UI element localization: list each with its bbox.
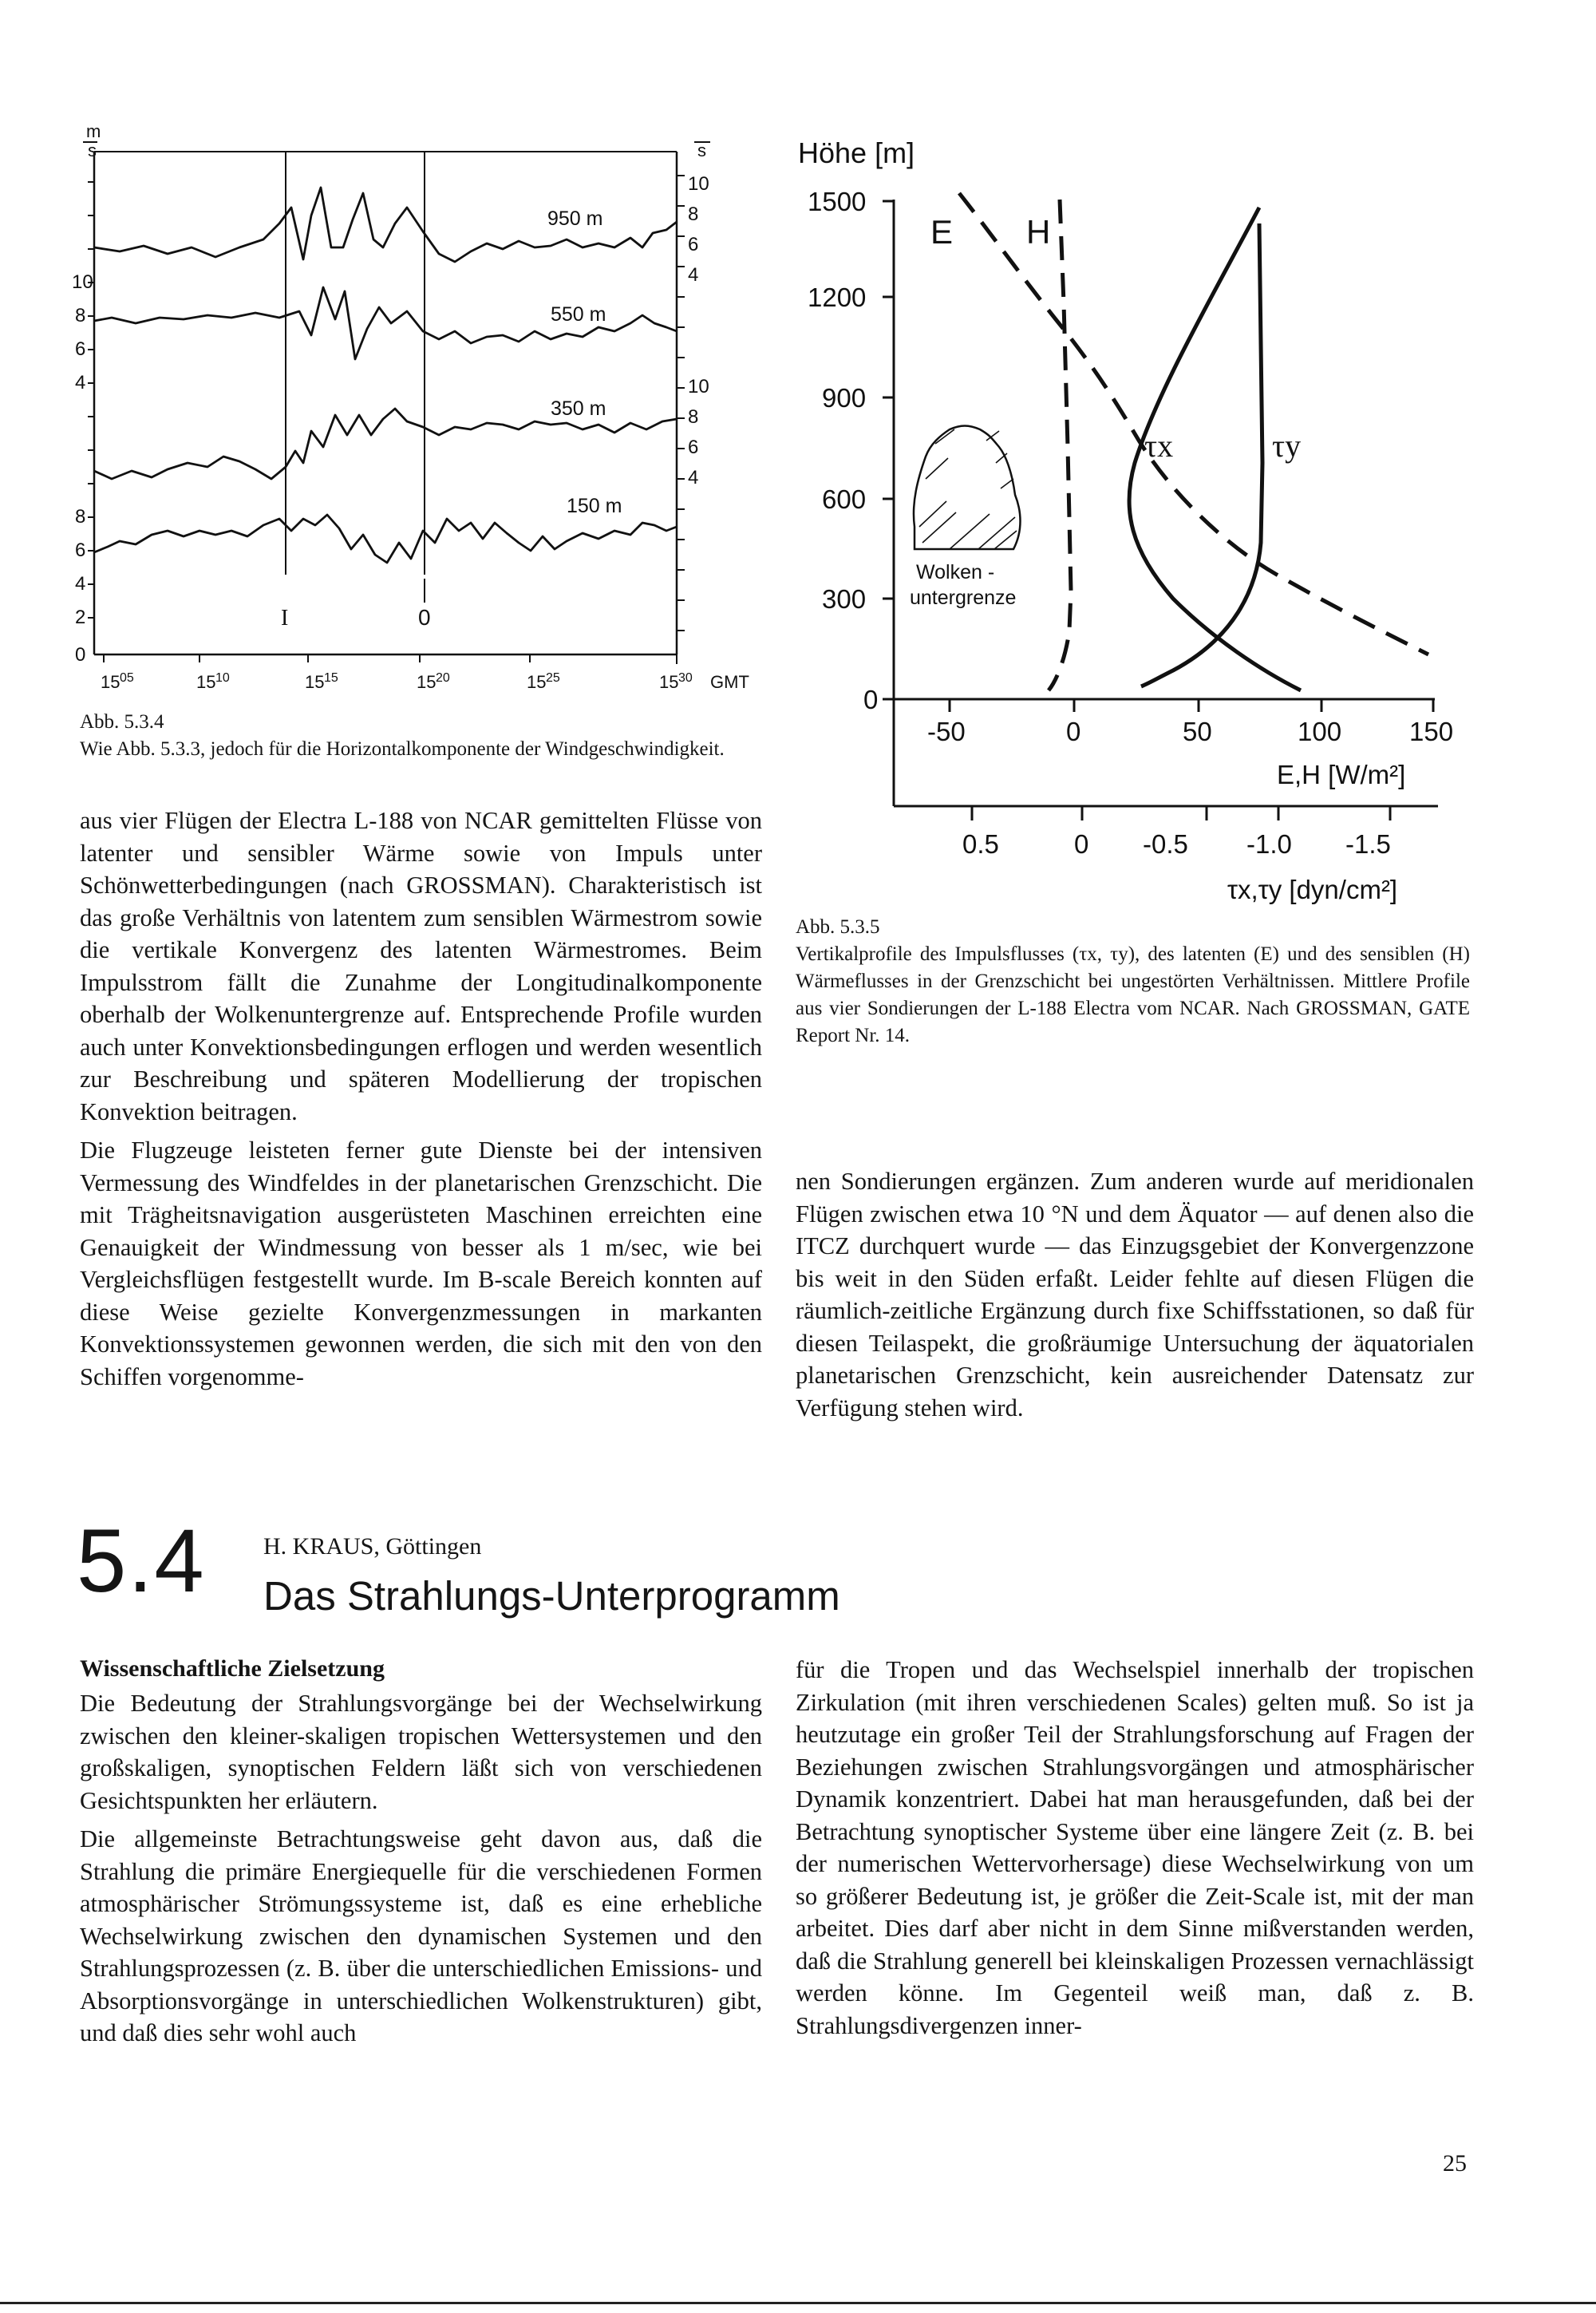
caption-label: Abb. 5.3.5 <box>796 916 880 938</box>
caption-5-3-4 <box>80 709 766 763</box>
left-tick: 8 <box>75 506 86 528</box>
x-unit: GMT <box>710 672 749 692</box>
y-tick: 1500 <box>808 187 867 216</box>
curve-H <box>1049 200 1071 690</box>
x-tick-hour: 15 <box>101 672 120 692</box>
y-tick: 0 <box>863 685 879 714</box>
left-unit-top: m <box>86 128 101 141</box>
subheading: Wissenschaftliche Zielsetzung <box>80 1655 385 1682</box>
trace-label: 950 m <box>547 208 603 230</box>
upper-x-tick: 100 <box>1298 717 1342 746</box>
x-tick-hour: 15 <box>659 672 679 692</box>
section-title: Das Strahlungs-Unterprogramm <box>263 1573 840 1619</box>
caption-label: Abb. 5.3.4 <box>80 711 164 733</box>
trace-label: 550 m <box>551 303 606 326</box>
right-tick: 10 <box>688 173 709 195</box>
left-tick: 6 <box>75 540 86 561</box>
marker-0: 0 <box>418 605 431 630</box>
x-tick-min: 25 <box>546 671 560 685</box>
lower-x-tick: 0 <box>1074 829 1089 859</box>
body-right-column <box>796 1165 1474 1430</box>
upper-x-unit: E,H [W/m²] <box>1277 760 1406 789</box>
lower-x-tick: -1.0 <box>1246 829 1292 859</box>
y-tick: 1200 <box>808 283 867 312</box>
left-tick: 6 <box>75 338 86 360</box>
lower-x-tick: -0.5 <box>1143 829 1188 859</box>
y-tick: 600 <box>822 484 867 514</box>
right-tick: 4 <box>688 264 699 286</box>
right-tick: 6 <box>688 437 699 458</box>
figure-5-3-5 <box>790 128 1476 918</box>
trace-150m <box>94 515 677 563</box>
right-tick: 10 <box>688 376 709 397</box>
section-number: 5.4 <box>77 1511 206 1611</box>
y-axis-title: Höhe [m] <box>798 136 915 169</box>
lower-x-tick: 0.5 <box>962 829 999 859</box>
x-tick-min: 15 <box>324 671 338 685</box>
x-tick-min: 20 <box>436 671 450 685</box>
x-tick-hour: 15 <box>417 672 437 692</box>
upper-x-tick: 0 <box>1066 717 1081 746</box>
left-tick: 2 <box>75 607 86 628</box>
x-tick-min: 30 <box>678 671 693 685</box>
right-tick: 8 <box>688 204 699 225</box>
page-number: 25 <box>1443 2150 1467 2177</box>
x-tick-hour: 15 <box>305 672 325 692</box>
lower-x-tick: -1.5 <box>1345 829 1391 859</box>
trace-label: 150 m <box>567 495 622 517</box>
label-tau-y: τy <box>1272 428 1302 464</box>
trace-label: 350 m <box>551 397 606 420</box>
caption-text: Wie Abb. 5.3.3, jedoch für die Horizontalkomponente der Windgeschwindigkeit. <box>80 738 725 760</box>
body-left-column <box>80 805 762 1399</box>
y-tick: 300 <box>822 584 867 614</box>
upper-x-tick: -50 <box>927 717 966 746</box>
section-author: H. KRAUS, Göttingen <box>263 1533 482 1560</box>
left-tick: 4 <box>75 372 86 393</box>
left-tick: 10 <box>72 271 93 293</box>
left-tick: 8 <box>75 305 86 326</box>
x-tick-min: 05 <box>120 671 134 685</box>
left-unit-bottom: s <box>88 140 97 160</box>
x-tick-hour: 15 <box>196 672 216 692</box>
left-tick: 4 <box>75 573 86 595</box>
caption-5-3-5 <box>796 914 1470 1050</box>
right-unit: s <box>697 140 706 160</box>
x-tick-min: 10 <box>215 671 230 685</box>
section-right-column <box>796 1654 1474 2048</box>
curve-E <box>959 193 1428 654</box>
paragraph: für die Tropen und das Wechselspiel innerhalb der tropischen Zirkulation (mit ihren verschiedenen Scales) gelten muß. So ist ja heutzutage ein großer Teil der Strahlungsforschung auf Fragen der Beziehungen zwischen Strahlungsvorgängen und atmosphärischer Dynamik konzentriert. Dabei hat man herausgefunden, daß bei der Betrachtung synoptischer Systeme über eine längere Zeit (z. B. bei der numerischen Wettervorhersage) diese Wechselwirkung von um so größerer Bedeutung ist, je größer die Zeit-Scale ist, mit der man arbeitet. Dies darf aber nicht in dem Sinne mißverstanden werden, daß die Strahlung generell bei kleinskaligen Prozessen vernachlässigt werden könne. Im Gegenteil weiß man, daß z. B. Strahlungsdivergenzen inner- <box>796 1656 1474 2039</box>
y-tick: 900 <box>822 383 867 413</box>
paragraph: aus vier Flügen der Electra L-188 von NCAR gemittelten Flüsse von latenter und sensibler Wärme sowie von Impuls unter Schönwetterbedingungen (nach GROSSMAN). Charakteristisch ist das große Verhältnis von latentem zum sensiblen Wärmestrom sowie die vertikale Konvergenz des latenten Wärmestromes. Beim Impulsstrom fällt die Zunahme der Longitudinalkomponente oberhalb der Wolkenuntergrenze auf. Entsprechende Profile wurden auch unter Konvektionsbedingungen erflogen und werden wesentlich zur Beschreibung und späteren Modellierung der tropischen Konvektion beitragen. <box>80 807 762 1125</box>
paragraph: Die allgemeinste Betrachtungsweise geht davon aus, daß die Strahlung die primäre Energiequelle für die verschiedenen Formen atmosphärischer Strömungssysteme ist, daß es eine erhebliche Wechselwirkung zwischen den dynamischen Systemen und den Strahlungsprozessen (z. B. über die unterschiedlichen Emissions- und Absorptionsvorgänge in unterschiedlichen Wolkenstrukturen) gibt, und daß dies sehr wohl auch <box>80 1825 762 2046</box>
right-tick: 4 <box>688 467 699 488</box>
right-tick: 6 <box>688 234 699 255</box>
lower-x-unit: τx,τy [dyn/cm²] <box>1227 875 1398 904</box>
left-tick: 0 <box>75 644 86 666</box>
right-tick: 8 <box>688 406 699 428</box>
label-H: H <box>1026 213 1051 251</box>
paragraph: Die Flugzeuge leisteten ferner gute Dienste bei der intensiven Vermessung des Windfeldes in der planetarischen Grenzschicht. Die mit Trägheitsnavigation ausgerüsteten Maschinen erreichten eine Genauigkeit der Windmessung von besser als 1 m/sec, wie bei Vergleichsflügen festgestellt wurde. Im B-scale Bereich konnten auf diese Weise gezielte Konvergenzmessungen in markanten Konvektionssystemen gewonnen werden, die sich mit den von den Schiffen vorgenomme- <box>80 1137 762 1390</box>
cloud-label: Wolken - <box>916 561 995 583</box>
figure-5-3-4 <box>72 128 774 710</box>
marker-I: I <box>281 606 289 631</box>
upper-x-tick: 50 <box>1183 717 1212 746</box>
paragraph: Die Bedeutung der Strahlungsvorgänge bei der Wechselwirkung zwischen den kleiner-skaligen tropischen Wettersystemen und den großskaligen, synoptischen Feldern läßt sich von verschiedenen Gesichtspunkten her erläutern. <box>80 1690 762 1814</box>
upper-x-tick: 150 <box>1409 717 1454 746</box>
cloud-label: untergrenze <box>910 587 1017 609</box>
bottom-rule <box>0 2302 1596 2304</box>
label-E: E <box>930 213 954 251</box>
section-left-column <box>80 1687 762 2056</box>
x-tick-hour: 15 <box>527 672 547 692</box>
cloud-icon <box>914 426 1021 550</box>
label-tau-x: τx <box>1144 428 1174 464</box>
caption-text: Vertikalprofile des Impulsflusses (τx, τy), des latenten (E) und des sensiblen (H) Wärmeflusses in der Grenzschicht bei ungestörten Verhältnissen. Mittlere Profile aus vier Sondierungen der L-188 Electra vom NCAR. Nach GROSSMAN, GATE Report Nr. 14. <box>796 943 1470 1046</box>
paragraph: nen Sondierungen ergänzen. Zum anderen wurde auf meridionalen Flügen zwischen etwa 10 °N und dem Äquator — auf denen also die ITCZ durchquert wurde — das Einzugsgebiet der Konvergenzzone bis weit in den Süden erfaßt. Leider fehlte auf diesen Flügen die räumlich-zeitliche Ergänzung durch fixe Schiffsstationen, so daß für diesen Teilaspekt, die großräumige Untersuchung der äquatorialen planetarischen Grenzschicht, kein ausreichender Datensatz zur Verfügung stehen wird. <box>796 1168 1474 1421</box>
